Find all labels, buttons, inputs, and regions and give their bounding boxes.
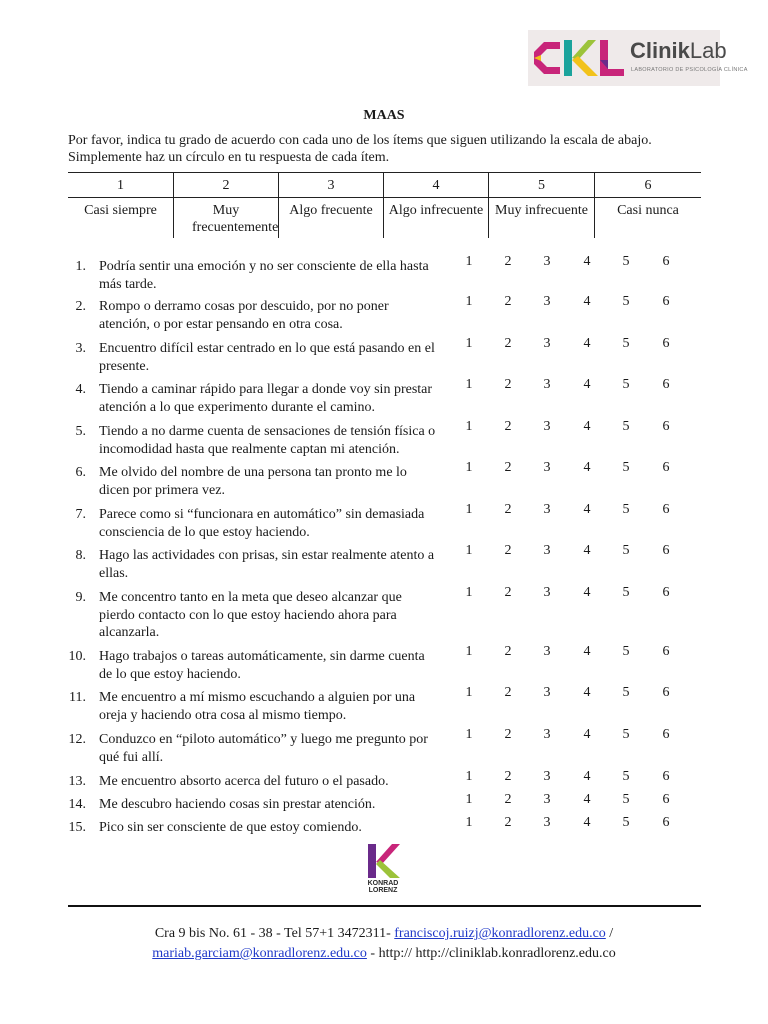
response-option[interactable]: 6 (662, 543, 670, 558)
scale-col-2 (174, 172, 278, 238)
scale-number: 3 (327, 178, 335, 193)
response-option[interactable]: 1 (465, 419, 473, 434)
response-option[interactable]: 1 (465, 585, 473, 600)
response-option[interactable]: 3 (543, 769, 551, 784)
response-option[interactable]: 1 (465, 460, 473, 475)
response-option[interactable]: 5 (622, 685, 630, 700)
response-option[interactable]: 6 (662, 769, 670, 784)
item-text: Me olvido del nombre de una persona tan pronto me lo dicen por primera vez. (99, 465, 407, 498)
response-option[interactable]: 2 (504, 377, 512, 392)
response-option[interactable]: 6 (662, 460, 670, 475)
item-text: Rompo o derramo cosas por descuido, por no poner atención, o por estar pensando en otra cosa. (99, 299, 389, 332)
response-option[interactable]: 5 (622, 644, 630, 659)
response-option[interactable]: 4 (583, 543, 591, 558)
logo-subtitle: LABORATORIO DE PSICOLOGÍA CLÍNICA (631, 67, 748, 73)
response-option[interactable]: 1 (465, 254, 473, 269)
item-text: Tiendo a caminar rápido para llegar a donde voy sin prestar atención a lo que experimento durante el camino. (99, 382, 433, 415)
response-option[interactable]: 2 (504, 727, 512, 742)
item-text: Me concentro tanto en la meta que deseo alcanzar que pierdo contacto con lo que estoy haciendo ahora para alcanzarla. (99, 590, 402, 640)
footer-rule (68, 905, 701, 907)
response-option[interactable]: 5 (622, 254, 630, 269)
response-option[interactable]: 4 (583, 644, 591, 659)
response-option[interactable]: 3 (543, 502, 551, 517)
item-number: 2. (75, 299, 86, 314)
scale-label: Algo infrecuente (388, 203, 484, 218)
response-option[interactable]: 3 (543, 644, 551, 659)
item-text: Pico sin ser consciente de que estoy comiendo. (99, 820, 362, 835)
response-option[interactable]: 2 (504, 769, 512, 784)
response-option[interactable]: 6 (662, 727, 670, 742)
item-text: Me encuentro absorto acerca del futuro o el pasado. (99, 774, 389, 789)
response-option[interactable]: 6 (662, 792, 670, 807)
response-option[interactable]: 6 (662, 294, 670, 309)
response-option[interactable]: 1 (465, 502, 473, 517)
response-option[interactable]: 2 (504, 502, 512, 517)
response-option[interactable]: 2 (504, 644, 512, 659)
item-number: 7. (75, 507, 86, 522)
response-option[interactable]: 2 (504, 685, 512, 700)
item-number: 14. (68, 797, 86, 812)
item-text: Hago trabajos o tareas automáticamente, sin darme cuenta de lo que estoy haciendo. (99, 649, 425, 682)
response-option[interactable]: 1 (465, 685, 473, 700)
item-number: 3. (75, 341, 86, 356)
response-option[interactable]: 5 (622, 419, 630, 434)
response-option[interactable]: 6 (662, 644, 670, 659)
item-text: Me encuentro a mí mismo escuchando a alguien por una oreja y haciendo otra cosa al mismo tiempo. (99, 690, 416, 723)
response-option[interactable]: 1 (465, 815, 473, 830)
item-number: 10. (68, 649, 86, 664)
response-option[interactable]: 4 (583, 685, 591, 700)
response-option[interactable]: 2 (504, 254, 512, 269)
item-number: 4. (75, 382, 86, 397)
item-number: 11. (69, 690, 86, 705)
response-option[interactable]: 1 (465, 769, 473, 784)
response-option[interactable]: 2 (504, 815, 512, 830)
footer-address: Cra 9 bis No. 61 - 38 - Tel 57+1 3472311- (154, 926, 395, 941)
response-option[interactable]: 4 (583, 254, 591, 269)
response-option[interactable]: 4 (583, 727, 591, 742)
response-option[interactable]: 5 (622, 377, 630, 392)
response-option[interactable]: 6 (662, 585, 670, 600)
response-option[interactable]: 1 (465, 727, 473, 742)
response-option[interactable]: 3 (543, 254, 551, 269)
scale-col-1 (68, 172, 173, 238)
item-text: Podría sentir una emoción y no ser consciente de ella hasta más tarde. (99, 259, 429, 292)
item-text: Tiendo a no darme cuenta de sensaciones de tensión física o incomodidad hasta que realmente captan mi atención. (99, 424, 436, 457)
response-option[interactable]: 2 (504, 419, 512, 434)
scale-number: 6 (644, 178, 652, 193)
scale-label: Casi nunca (617, 203, 679, 218)
response-option[interactable]: 4 (583, 336, 591, 351)
scale-label: Muy frecuentemente (192, 203, 279, 235)
response-option[interactable]: 3 (543, 727, 551, 742)
scale-col-6 (595, 172, 701, 238)
instructions: Por favor, indica tu grado de acuerdo con cada uno de los ítems que siguen utilizando la escala de abajo. Simplemente haz un círculo en tu respuesta de cada ítem. (68, 133, 652, 165)
response-option[interactable]: 3 (543, 419, 551, 434)
response-option[interactable]: 5 (622, 543, 630, 558)
item-number: 9. (75, 590, 86, 605)
footer (0, 924, 768, 964)
email-link-2[interactable]: mariab.garciam@konradlorenz.edu.co (152, 946, 367, 961)
response-option[interactable]: 4 (583, 585, 591, 600)
response-option[interactable]: 1 (465, 336, 473, 351)
scale-number: 2 (222, 178, 230, 193)
scale-label: Muy infrecuente (495, 203, 588, 218)
response-option[interactable]: 5 (622, 815, 630, 830)
item-text: Parece como si “funcionara en automático” sin demasiada consciencia de lo que estoy haciendo. (99, 507, 425, 540)
footer-website: - http:// http://cliniklab.konradlorenz.edu.co (366, 946, 616, 961)
response-option[interactable]: 6 (662, 419, 670, 434)
response-option[interactable]: 1 (465, 377, 473, 392)
response-option[interactable]: 5 (622, 294, 630, 309)
response-option[interactable]: 5 (622, 336, 630, 351)
response-option[interactable]: 2 (504, 294, 512, 309)
cliniklab-logo (528, 30, 748, 86)
response-option[interactable]: 6 (662, 685, 670, 700)
response-option[interactable]: 1 (465, 294, 473, 309)
response-option[interactable]: 4 (583, 419, 591, 434)
response-option[interactable]: 5 (622, 502, 630, 517)
konrad-lorenz-wordmark: KONRAD LORENZ (367, 880, 399, 894)
response-option[interactable]: 3 (543, 815, 551, 830)
item-number: 15. (68, 820, 86, 835)
footer-separator: / (605, 926, 614, 941)
response-option[interactable]: 5 (622, 792, 630, 807)
response-option[interactable]: 6 (662, 254, 670, 269)
response-option[interactable]: 4 (583, 502, 591, 517)
response-option[interactable]: 5 (622, 460, 630, 475)
response-option[interactable]: 3 (543, 685, 551, 700)
response-option[interactable]: 6 (662, 377, 670, 392)
scale-number: 4 (432, 178, 440, 193)
scale-col-5 (489, 172, 594, 238)
response-option[interactable]: 6 (662, 815, 670, 830)
scale-col-3 (279, 172, 383, 238)
response-option[interactable]: 3 (543, 294, 551, 309)
response-option[interactable]: 4 (583, 769, 591, 784)
response-option[interactable]: 4 (583, 460, 591, 475)
scale-label: Casi siempre (84, 203, 157, 218)
response-option[interactable]: 6 (662, 336, 670, 351)
response-option[interactable]: 4 (583, 377, 591, 392)
response-option[interactable]: 5 (622, 727, 630, 742)
item-number: 13. (68, 774, 86, 789)
item-number: 8. (75, 548, 86, 563)
response-option[interactable]: 3 (543, 792, 551, 807)
item-text: Hago las actividades con prisas, sin estar realmente atento a ellas. (99, 548, 435, 581)
response-option[interactable]: 6 (662, 502, 670, 517)
response-option[interactable]: 4 (583, 294, 591, 309)
response-option[interactable]: 3 (543, 585, 551, 600)
scale-number: 5 (538, 178, 545, 193)
logo-name: ClinikLab (630, 38, 727, 63)
response-option[interactable]: 1 (465, 543, 473, 558)
scale-number: 1 (117, 178, 124, 193)
item-text: Encuentro difícil estar centrado en lo que está pasando en el presente. (99, 341, 435, 374)
response-option[interactable]: 2 (504, 460, 512, 475)
item-text: Me descubro haciendo cosas sin prestar atención. (99, 797, 376, 812)
response-option[interactable]: 4 (583, 792, 591, 807)
page-title: MAAS (363, 108, 405, 123)
response-option[interactable]: 2 (504, 336, 512, 351)
response-option[interactable]: 3 (543, 460, 551, 475)
response-option[interactable]: 1 (465, 792, 473, 807)
response-option[interactable]: 5 (622, 769, 630, 784)
item-number: 5. (75, 424, 86, 439)
item-text: Conduzco en “piloto automático” y luego me pregunto por qué fui allí. (99, 732, 428, 765)
ckl-logo-icon (528, 30, 628, 86)
response-option[interactable]: 2 (504, 585, 512, 600)
scale-col-4 (384, 172, 488, 238)
response-option[interactable]: 5 (622, 585, 630, 600)
email-link-1[interactable]: franciscoj.ruizj@konradlorenz.edu.co (394, 926, 606, 941)
response-option[interactable]: 2 (504, 792, 512, 807)
response-option[interactable]: 1 (465, 644, 473, 659)
response-option[interactable]: 3 (543, 336, 551, 351)
item-number: 6. (75, 465, 86, 480)
response-option[interactable]: 2 (504, 543, 512, 558)
response-option[interactable]: 3 (543, 543, 551, 558)
item-number: 12. (68, 732, 86, 747)
response-option[interactable]: 4 (583, 815, 591, 830)
item-number: 1. (75, 259, 86, 274)
response-option[interactable]: 3 (543, 377, 551, 392)
scale-label: Algo frecuente (289, 203, 373, 218)
